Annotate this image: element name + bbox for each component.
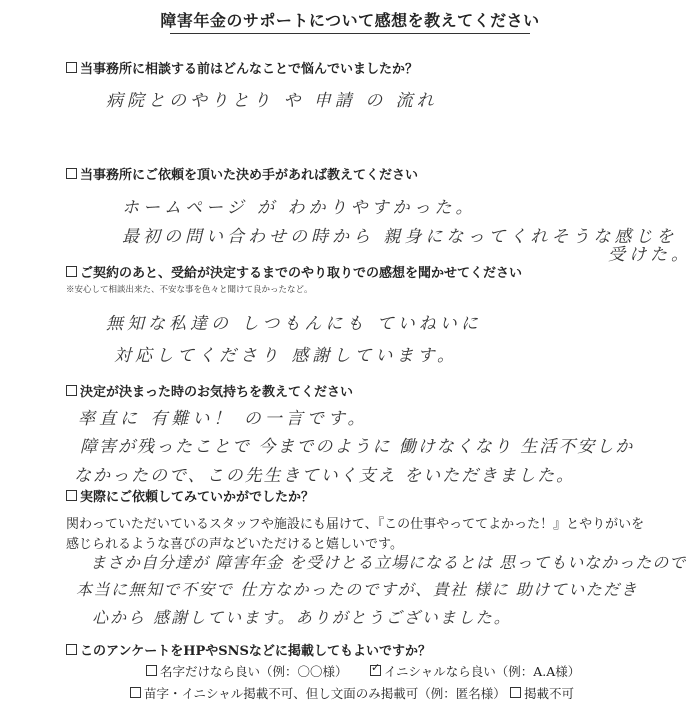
answer-5-line-2: 本当に無知で不安で 仕方なかったのですが、貴社 様に 助けていただき [76, 580, 639, 599]
title-underline [170, 33, 530, 34]
answer-2-line-2: 最初の問い合わせの時から 親身になってくれそうな感じを [122, 227, 678, 247]
question-3 [66, 262, 522, 281]
publish-option-none[interactable] [510, 684, 574, 702]
publish-option-label: イニシャルなら良い（例：A.A様） [384, 664, 581, 679]
question-5-label: 実際にご依頼してみていかがでしたか？ [80, 490, 315, 505]
answer-4-line-1: 率直に 有難い！ の一言です。 [78, 409, 369, 429]
question-4-label: 決定が決まった時のお気持ちを教えてください [80, 385, 354, 400]
publish-option-initials[interactable] [370, 662, 580, 680]
checkbox-icon [66, 490, 77, 501]
publish-option-text-only[interactable] [130, 684, 506, 702]
publish-option-label: 名字だけなら良い（例：〇〇様） [160, 664, 348, 679]
answer-2-line-3: 受けた。 [608, 245, 692, 265]
checkbox-unchecked-icon[interactable] [510, 687, 521, 698]
publish-option-label: 掲載不可 [524, 686, 575, 701]
question-2 [66, 164, 418, 183]
answer-5-line-3: 心から 感謝しています。ありがとうございました。 [92, 608, 512, 627]
answer-3-line-2: 対応してくださり 感謝しています。 [114, 346, 459, 366]
survey-title: 障害年金のサポートについて感想を教えてください [160, 11, 540, 30]
publish-question-label: このアンケートをHPやSNSなどに掲載してもよいですか？ [80, 644, 431, 659]
answer-1-line-1: 病院とのやりとり や 申請 の 流れ [106, 91, 438, 111]
answer-3-line-1: 無知な私達の しつもんにも ていねいに [106, 314, 482, 334]
question-5-printed-line-2: 感じられるような喜びの声などいただけると嬉しいです。 [66, 537, 403, 552]
question-5-printed-line-1: 関わっていただいているスタッフや施設にも届けて、『この仕事やっててよかった！』とやりがいを [66, 517, 645, 532]
checkbox-icon [66, 62, 77, 73]
answer-2-line-1: ホームページ が わかりやすかった。 [122, 198, 477, 218]
checkbox-icon [66, 385, 77, 396]
publish-option-label: 苗字・イニシャル掲載不可、但し文面のみ掲載可（例：匿名様） [144, 686, 506, 701]
question-1-label: 当事務所に相談する前はどんなことで悩んでいましたか？ [80, 62, 419, 77]
question-2-label: 当事務所にご依頼を頂いた決め手があれば教えてください [80, 168, 419, 183]
publish-option-surname[interactable] [146, 662, 348, 680]
checkbox-unchecked-icon[interactable] [146, 665, 157, 676]
answer-4-line-3: なかったので、この先生きていく支え をいただきました。 [74, 466, 576, 486]
checkbox-icon [66, 644, 77, 655]
publish-question [66, 640, 431, 659]
checkbox-unchecked-icon[interactable] [130, 687, 141, 698]
question-3-label: ご契約のあと、受給が決定するまでのやり取りでの感想を聞かせてください [80, 266, 523, 281]
question-5 [66, 486, 314, 505]
question-3-note: ※安心して相談出来た、不安な事を色々と聞けて良かったなど。 [66, 285, 313, 295]
answer-5-line-1: まさか自分達が 障害年金 を受けとる立場になるとは 思ってもいなかったので [90, 553, 687, 572]
question-1 [66, 58, 418, 77]
checkbox-icon [66, 266, 77, 277]
question-4 [66, 381, 353, 400]
checkbox-checked-icon[interactable] [370, 665, 381, 676]
checkbox-icon [66, 168, 77, 179]
answer-4-line-2: 障害が残ったことで 今までのように 働けなくなり 生活不安しか [80, 437, 635, 457]
